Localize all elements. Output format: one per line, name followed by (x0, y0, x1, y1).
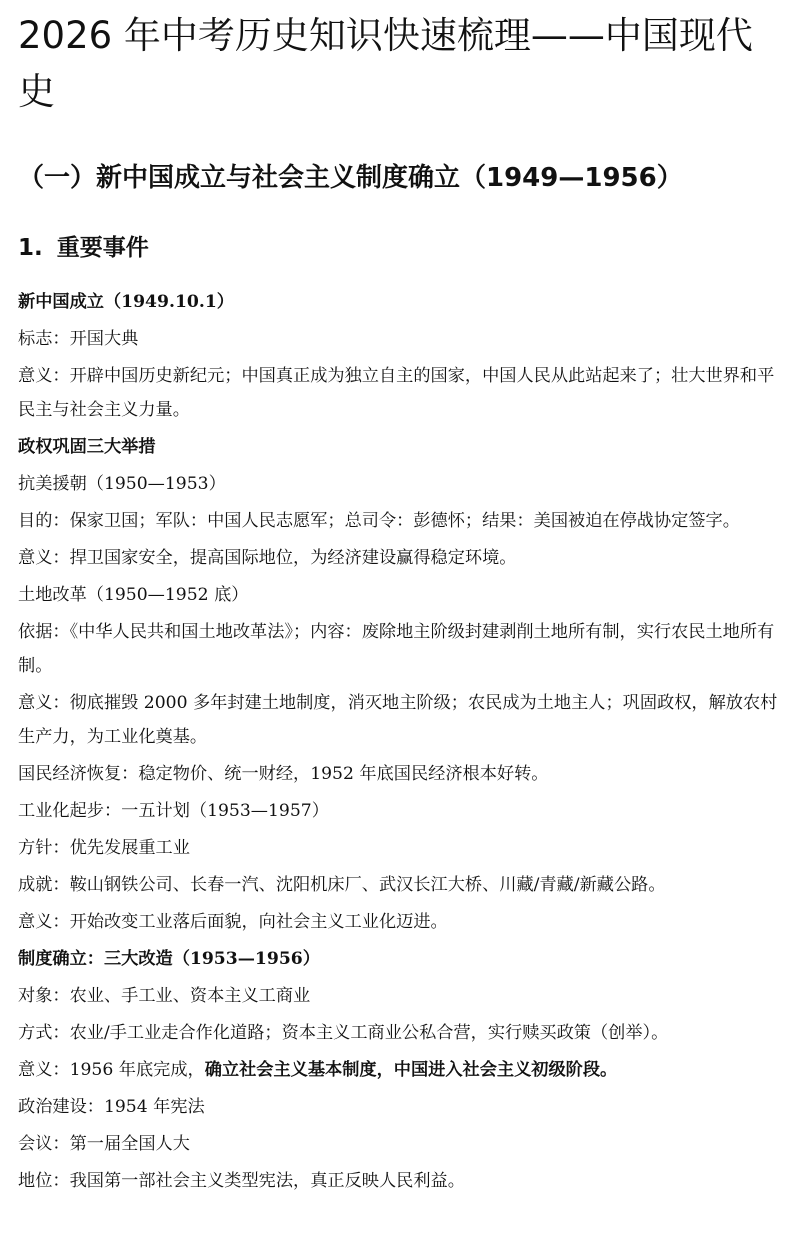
section-title: （一）新中国成立与社会主义制度确立（1949—1956） (18, 163, 683, 193)
text-line: 地位：我国第一部社会主义类型宪法，真正反映人民利益。 (18, 1171, 465, 1191)
page-title: 2026 年中考历史知识快速梳理——中国现代史 (18, 14, 753, 113)
text-line: 意义：开始改变工业落后面貌，向社会主义工业化迈进。 (18, 912, 448, 932)
subsection-heading (18, 228, 149, 268)
text-line: 抗美援朝（1950—1953） (18, 474, 226, 494)
subsection-number: 1. (18, 235, 43, 261)
topic-heading: 制度确立：三大改造（1953—1956） (18, 949, 320, 969)
text-line (18, 1052, 788, 1089)
topic-heading: 政权巩固三大举措 (18, 437, 156, 457)
text-line: 方式：农业/手工业走合作化道路；资本主义工商业公私合营，实行赎买政策（创举）。 (18, 1023, 669, 1043)
subsection-title: 重要事件 (56, 235, 149, 261)
text-line: 标志：开国大典 (18, 329, 139, 349)
text-line: 土地改革（1950—1952 底） (18, 585, 249, 605)
text-line: 国民经济恢复：稳定物价、统一财经，1952 年底国民经济根本好转。 (18, 764, 549, 784)
text-line: 政治建设：1954 年宪法 (18, 1097, 205, 1117)
text-line: 意义：捍卫国家安全，提高国际地位，为经济建设赢得稳定环境。 (18, 548, 517, 568)
emphasis-text: 确立社会主义基本制度，中国进入社会主义初级阶段。 (204, 1060, 618, 1080)
text-paragraph: 目的：保家卫国；军队：中国人民志愿军；总司令：彭德怀；结果：美国被迫在停战协定签字。 (18, 511, 740, 531)
text-line: 会议：第一届全国人大 (18, 1134, 190, 1154)
text-line: 对象：农业、手工业、资本主义工商业 (18, 986, 311, 1006)
text-line: 方针：优先发展重工业 (18, 838, 190, 858)
topic-heading: 新中国成立（1949.10.1） (18, 292, 234, 312)
text-line: 工业化起步：一五计划（1953—1957） (18, 801, 329, 821)
text-paragraph: 意义：彻底摧毁 2000 多年封建土地制度，消灭地主阶级；农民成为土地主人；巩固政权，解放农村生产力，为工业化奠基。 (18, 693, 778, 747)
content-body (18, 284, 788, 1200)
text-paragraph: 依据：《中华人民共和国土地改革法》；内容：废除地主阶级封建剥削土地所有制，实行农民土地所有制。 (18, 622, 775, 676)
text-paragraph: 意义：开辟中国历史新纪元；中国真正成为独立自主的国家，中国人民从此站起来了；壮大世界和平民主与社会主义力量。 (18, 366, 775, 420)
text-line: 成就：鞍山钢铁公司、长春一汽、沈阳机床厂、武汉长江大桥、川藏/青藏/新藏公路。 (18, 875, 666, 895)
text-segment: 意义：1956 年底完成， (18, 1060, 205, 1080)
